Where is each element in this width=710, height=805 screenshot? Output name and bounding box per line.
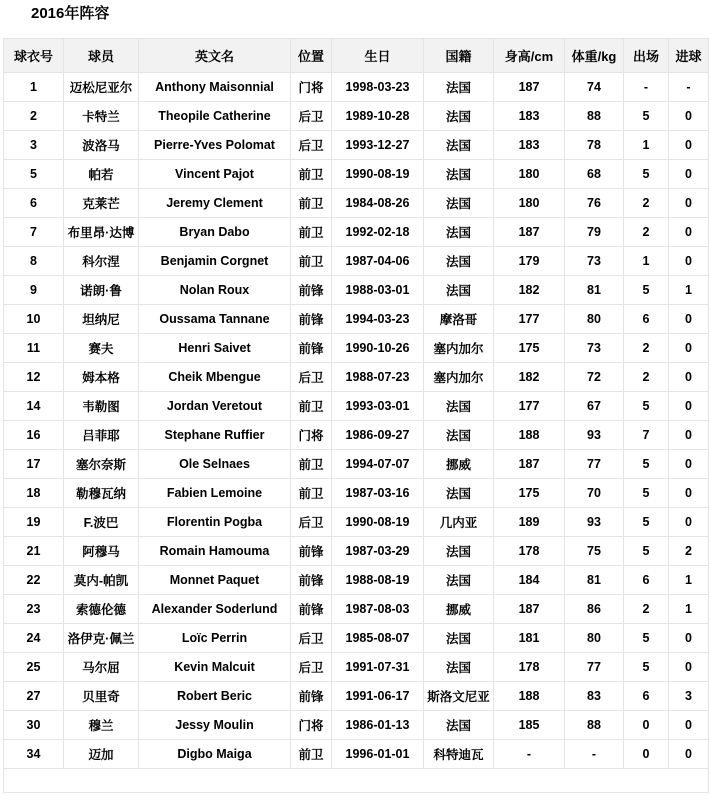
column-header-goals: 进球 [669, 39, 709, 73]
cell-player-name-en: Romain Hamouma [139, 537, 291, 566]
cell-jersey-number: 6 [4, 189, 64, 218]
cell-weight-kg: 83 [565, 682, 624, 711]
cell-goals: 0 [669, 247, 709, 276]
cell-nationality: 法国 [424, 653, 494, 682]
cell-birthday: 1988-03-01 [332, 276, 424, 305]
cell-nationality: 法国 [424, 276, 494, 305]
cell-height-cm: 187 [494, 595, 565, 624]
cell-position: 后卫 [291, 624, 332, 653]
cell-appearances: 2 [624, 595, 669, 624]
cell-birthday: 1985-08-07 [332, 624, 424, 653]
cell-appearances: 2 [624, 334, 669, 363]
cell-height-cm: 179 [494, 247, 565, 276]
column-header-jersey-number: 球衣号 [4, 39, 64, 73]
cell-player-name-cn: 索德伦德 [64, 595, 139, 624]
table-row [4, 537, 709, 566]
cell-birthday: 1998-03-23 [332, 73, 424, 102]
cell-position: 前卫 [291, 740, 332, 769]
cell-player-name-en: Fabien Lemoine [139, 479, 291, 508]
cell-position: 前卫 [291, 392, 332, 421]
cell-weight-kg: 70 [565, 479, 624, 508]
cell-height-cm: 181 [494, 624, 565, 653]
cell-jersey-number: 14 [4, 392, 64, 421]
cell-birthday: 1990-08-19 [332, 160, 424, 189]
cell-jersey-number: 18 [4, 479, 64, 508]
cell-position: 前锋 [291, 334, 332, 363]
cell-height-cm: 180 [494, 189, 565, 218]
cell-jersey-number: 5 [4, 160, 64, 189]
cell-height-cm: 184 [494, 566, 565, 595]
cell-player-name-cn: 卡特兰 [64, 102, 139, 131]
cell-player-name-cn: 科尔涅 [64, 247, 139, 276]
cell-player-name-en: Kevin Malcuit [139, 653, 291, 682]
table-row [4, 479, 709, 508]
cell-player-name-cn: 赛夫 [64, 334, 139, 363]
cell-jersey-number: 9 [4, 276, 64, 305]
cell-appearances: 5 [624, 160, 669, 189]
cell-goals: 1 [669, 595, 709, 624]
table-row [4, 450, 709, 479]
cell-height-cm: 182 [494, 363, 565, 392]
cell-jersey-number: 27 [4, 682, 64, 711]
cell-birthday: 1987-04-06 [332, 247, 424, 276]
cell-nationality: 斯洛文尼亚 [424, 682, 494, 711]
cell-weight-kg: 81 [565, 566, 624, 595]
cell-weight-kg: 72 [565, 363, 624, 392]
cell-player-name-en: Alexander Soderlund [139, 595, 291, 624]
cell-player-name-cn: F.波巴 [64, 508, 139, 537]
cell-birthday: 1991-07-31 [332, 653, 424, 682]
cell-height-cm: 178 [494, 537, 565, 566]
cell-player-name-en: Digbo Maiga [139, 740, 291, 769]
cell-weight-kg: 78 [565, 131, 624, 160]
cell-appearances: 0 [624, 740, 669, 769]
cell-player-name-cn: 吕菲耶 [64, 421, 139, 450]
cell-player-name-cn: 克莱芒 [64, 189, 139, 218]
cell-height-cm: 183 [494, 131, 565, 160]
cell-goals: 3 [669, 682, 709, 711]
cell-nationality: 法国 [424, 189, 494, 218]
cell-height-cm: 180 [494, 160, 565, 189]
cell-weight-kg: 67 [565, 392, 624, 421]
cell-player-name-cn: 塞尔奈斯 [64, 450, 139, 479]
column-header-appearances: 出场 [624, 39, 669, 73]
cell-weight-kg: 81 [565, 276, 624, 305]
cell-player-name-cn: 迈加 [64, 740, 139, 769]
table-row [4, 711, 709, 740]
cell-weight-kg: 74 [565, 73, 624, 102]
cell-goals: 0 [669, 653, 709, 682]
cell-jersey-number: 30 [4, 711, 64, 740]
table-row [4, 566, 709, 595]
cell-appearances: 5 [624, 392, 669, 421]
cell-jersey-number: 22 [4, 566, 64, 595]
cell-position: 后卫 [291, 102, 332, 131]
table-row [4, 189, 709, 218]
cell-appearances: 5 [624, 450, 669, 479]
table-row [4, 73, 709, 102]
cell-nationality: 法国 [424, 711, 494, 740]
cell-birthday: 1988-07-23 [332, 363, 424, 392]
cell-height-cm: 177 [494, 305, 565, 334]
cell-height-cm: 182 [494, 276, 565, 305]
cell-player-name-en: Theopile Catherine [139, 102, 291, 131]
cell-appearances: 7 [624, 421, 669, 450]
cell-player-name-cn: 迈松尼亚尔 [64, 73, 139, 102]
cell-appearances: 2 [624, 363, 669, 392]
cell-player-name-cn: 韦勒图 [64, 392, 139, 421]
cell-goals: 0 [669, 189, 709, 218]
cell-goals: 0 [669, 218, 709, 247]
cell-player-name-en: Florentin Pogba [139, 508, 291, 537]
cell-position: 前锋 [291, 305, 332, 334]
cell-position: 前卫 [291, 218, 332, 247]
table-row [4, 653, 709, 682]
cell-height-cm: 185 [494, 711, 565, 740]
cell-appearances: 5 [624, 479, 669, 508]
cell-position: 前卫 [291, 160, 332, 189]
cell-nationality: 法国 [424, 102, 494, 131]
cell-player-name-en: Jordan Veretout [139, 392, 291, 421]
column-header-nationality: 国籍 [424, 39, 494, 73]
cell-goals: 1 [669, 276, 709, 305]
table-row [4, 305, 709, 334]
cell-nationality: 挪威 [424, 595, 494, 624]
cell-player-name-en: Loïc Perrin [139, 624, 291, 653]
cell-appearances: 5 [624, 102, 669, 131]
cell-jersey-number: 34 [4, 740, 64, 769]
cell-player-name-en: Benjamin Corgnet [139, 247, 291, 276]
cell-height-cm: 187 [494, 218, 565, 247]
cell-birthday: 1991-06-17 [332, 682, 424, 711]
cell-height-cm: 187 [494, 73, 565, 102]
cell-position: 后卫 [291, 363, 332, 392]
cell-height-cm: 189 [494, 508, 565, 537]
table-row [4, 276, 709, 305]
cell-goals: 0 [669, 624, 709, 653]
cell-weight-kg: 88 [565, 102, 624, 131]
cell-weight-kg: - [565, 740, 624, 769]
cell-player-name-en: Pierre-Yves Polomat [139, 131, 291, 160]
cell-weight-kg: 80 [565, 305, 624, 334]
cell-player-name-en: Henri Saivet [139, 334, 291, 363]
cell-nationality: 法国 [424, 247, 494, 276]
cell-nationality: 塞内加尔 [424, 334, 494, 363]
table-row [4, 363, 709, 392]
cell-player-name-en: Jessy Moulin [139, 711, 291, 740]
cell-nationality: 法国 [424, 160, 494, 189]
cell-player-name-en: Cheik Mbengue [139, 363, 291, 392]
cell-goals: 0 [669, 421, 709, 450]
cell-position: 前锋 [291, 537, 332, 566]
column-header-birthday: 生日 [332, 39, 424, 73]
empty-footer-cell [4, 769, 709, 793]
cell-position: 门将 [291, 421, 332, 450]
cell-birthday: 1984-08-26 [332, 189, 424, 218]
cell-goals: 0 [669, 334, 709, 363]
cell-height-cm: 187 [494, 450, 565, 479]
cell-birthday: 1988-08-19 [332, 566, 424, 595]
table-row [4, 624, 709, 653]
cell-birthday: 1987-08-03 [332, 595, 424, 624]
cell-player-name-cn: 贝里奇 [64, 682, 139, 711]
cell-player-name-en: Vincent Pajot [139, 160, 291, 189]
cell-appearances: 2 [624, 218, 669, 247]
cell-weight-kg: 93 [565, 508, 624, 537]
cell-player-name-en: Anthony Maisonnial [139, 73, 291, 102]
cell-jersey-number: 24 [4, 624, 64, 653]
cell-birthday: 1987-03-29 [332, 537, 424, 566]
cell-goals: 0 [669, 711, 709, 740]
cell-birthday: 1986-09-27 [332, 421, 424, 450]
cell-player-name-en: Ole Selnaes [139, 450, 291, 479]
column-header-height-cm: 身高/cm [494, 39, 565, 73]
cell-appearances: 1 [624, 131, 669, 160]
cell-height-cm: - [494, 740, 565, 769]
cell-player-name-cn: 马尔屈 [64, 653, 139, 682]
cell-goals: 0 [669, 450, 709, 479]
cell-position: 后卫 [291, 508, 332, 537]
cell-player-name-cn: 姆本格 [64, 363, 139, 392]
table-row [4, 160, 709, 189]
cell-appearances: 5 [624, 276, 669, 305]
cell-goals: 1 [669, 566, 709, 595]
table-row [4, 247, 709, 276]
cell-player-name-cn: 阿穆马 [64, 537, 139, 566]
cell-nationality: 法国 [424, 624, 494, 653]
cell-weight-kg: 80 [565, 624, 624, 653]
table-row [4, 508, 709, 537]
cell-birthday: 1986-01-13 [332, 711, 424, 740]
cell-jersey-number: 3 [4, 131, 64, 160]
cell-jersey-number: 10 [4, 305, 64, 334]
cell-birthday: 1994-07-07 [332, 450, 424, 479]
cell-appearances: 0 [624, 711, 669, 740]
cell-weight-kg: 73 [565, 334, 624, 363]
cell-weight-kg: 77 [565, 450, 624, 479]
cell-appearances: 5 [624, 653, 669, 682]
table-row [4, 218, 709, 247]
column-header-player-name-en: 英文名 [139, 39, 291, 73]
cell-birthday: 1994-03-23 [332, 305, 424, 334]
cell-nationality: 塞内加尔 [424, 363, 494, 392]
cell-weight-kg: 88 [565, 711, 624, 740]
cell-weight-kg: 73 [565, 247, 624, 276]
cell-appearances: 6 [624, 682, 669, 711]
cell-position: 前锋 [291, 595, 332, 624]
cell-weight-kg: 77 [565, 653, 624, 682]
cell-goals: 0 [669, 508, 709, 537]
cell-birthday: 1993-03-01 [332, 392, 424, 421]
cell-birthday: 1993-12-27 [332, 131, 424, 160]
cell-height-cm: 175 [494, 479, 565, 508]
cell-player-name-cn: 诺朗·鲁 [64, 276, 139, 305]
cell-nationality: 法国 [424, 218, 494, 247]
cell-nationality: 科特迪瓦 [424, 740, 494, 769]
cell-appearances: 2 [624, 189, 669, 218]
table-row [4, 740, 709, 769]
cell-appearances: 5 [624, 508, 669, 537]
table-row [4, 392, 709, 421]
cell-player-name-cn: 莫内-帕凯 [64, 566, 139, 595]
cell-jersey-number: 2 [4, 102, 64, 131]
cell-nationality: 挪威 [424, 450, 494, 479]
cell-appearances: 6 [624, 305, 669, 334]
table-row [4, 131, 709, 160]
cell-jersey-number: 17 [4, 450, 64, 479]
cell-nationality: 法国 [424, 392, 494, 421]
cell-player-name-cn: 帕若 [64, 160, 139, 189]
empty-footer-row [4, 769, 709, 793]
page-title: 2016年阵容 [31, 5, 110, 22]
cell-weight-kg: 76 [565, 189, 624, 218]
cell-height-cm: 175 [494, 334, 565, 363]
cell-player-name-cn: 波洛马 [64, 131, 139, 160]
cell-nationality: 法国 [424, 479, 494, 508]
cell-nationality: 法国 [424, 421, 494, 450]
cell-goals: 0 [669, 392, 709, 421]
cell-nationality: 法国 [424, 131, 494, 160]
cell-position: 前锋 [291, 566, 332, 595]
cell-goals: 0 [669, 305, 709, 334]
cell-player-name-en: Monnet Paquet [139, 566, 291, 595]
cell-weight-kg: 68 [565, 160, 624, 189]
cell-jersey-number: 8 [4, 247, 64, 276]
column-header-weight-kg: 体重/kg [565, 39, 624, 73]
cell-height-cm: 183 [494, 102, 565, 131]
cell-nationality: 法国 [424, 537, 494, 566]
cell-birthday: 1989-10-28 [332, 102, 424, 131]
cell-nationality: 摩洛哥 [424, 305, 494, 334]
cell-jersey-number: 16 [4, 421, 64, 450]
cell-player-name-cn: 勒穆瓦纳 [64, 479, 139, 508]
cell-position: 门将 [291, 711, 332, 740]
cell-goals: 0 [669, 740, 709, 769]
cell-height-cm: 177 [494, 392, 565, 421]
cell-appearances: 6 [624, 566, 669, 595]
cell-goals: 0 [669, 160, 709, 189]
table-row [4, 334, 709, 363]
cell-position: 前卫 [291, 247, 332, 276]
cell-goals: 0 [669, 363, 709, 392]
cell-weight-kg: 79 [565, 218, 624, 247]
cell-player-name-cn: 穆兰 [64, 711, 139, 740]
cell-position: 前卫 [291, 479, 332, 508]
cell-weight-kg: 75 [565, 537, 624, 566]
table-row [4, 421, 709, 450]
cell-position: 前卫 [291, 450, 332, 479]
cell-weight-kg: 93 [565, 421, 624, 450]
cell-jersey-number: 11 [4, 334, 64, 363]
cell-birthday: 1987-03-16 [332, 479, 424, 508]
table-header-row [4, 39, 709, 73]
cell-goals: 2 [669, 537, 709, 566]
cell-appearances: 5 [624, 624, 669, 653]
cell-position: 后卫 [291, 653, 332, 682]
cell-birthday: 1992-02-18 [332, 218, 424, 247]
cell-player-name-en: Oussama Tannane [139, 305, 291, 334]
squad-table-body [4, 73, 709, 769]
table-row [4, 682, 709, 711]
cell-jersey-number: 25 [4, 653, 64, 682]
cell-player-name-en: Nolan Roux [139, 276, 291, 305]
squad-table [3, 38, 709, 793]
cell-goals: - [669, 73, 709, 102]
cell-position: 前锋 [291, 276, 332, 305]
cell-height-cm: 178 [494, 653, 565, 682]
cell-jersey-number: 12 [4, 363, 64, 392]
table-row [4, 102, 709, 131]
cell-player-name-en: Robert Beric [139, 682, 291, 711]
cell-goals: 0 [669, 102, 709, 131]
cell-goals: 0 [669, 131, 709, 160]
cell-birthday: 1996-01-01 [332, 740, 424, 769]
cell-birthday: 1990-10-26 [332, 334, 424, 363]
cell-jersey-number: 7 [4, 218, 64, 247]
cell-jersey-number: 19 [4, 508, 64, 537]
table-row [4, 595, 709, 624]
cell-jersey-number: 21 [4, 537, 64, 566]
cell-nationality: 法国 [424, 566, 494, 595]
cell-player-name-en: Bryan Dabo [139, 218, 291, 247]
cell-position: 门将 [291, 73, 332, 102]
cell-height-cm: 188 [494, 421, 565, 450]
cell-weight-kg: 86 [565, 595, 624, 624]
cell-nationality: 法国 [424, 73, 494, 102]
cell-nationality: 几内亚 [424, 508, 494, 537]
cell-appearances: 5 [624, 537, 669, 566]
cell-player-name-en: Jeremy Clement [139, 189, 291, 218]
cell-jersey-number: 1 [4, 73, 64, 102]
cell-appearances: - [624, 73, 669, 102]
cell-player-name-en: Stephane Ruffier [139, 421, 291, 450]
cell-position: 前锋 [291, 682, 332, 711]
cell-jersey-number: 23 [4, 595, 64, 624]
cell-height-cm: 188 [494, 682, 565, 711]
cell-appearances: 1 [624, 247, 669, 276]
cell-birthday: 1990-08-19 [332, 508, 424, 537]
column-header-position: 位置 [291, 39, 332, 73]
cell-player-name-cn: 洛伊克·佩兰 [64, 624, 139, 653]
column-header-player-name-cn: 球员 [64, 39, 139, 73]
cell-player-name-cn: 布里昂·达博 [64, 218, 139, 247]
cell-position: 前卫 [291, 189, 332, 218]
cell-player-name-cn: 坦纳尼 [64, 305, 139, 334]
cell-goals: 0 [669, 479, 709, 508]
cell-position: 后卫 [291, 131, 332, 160]
